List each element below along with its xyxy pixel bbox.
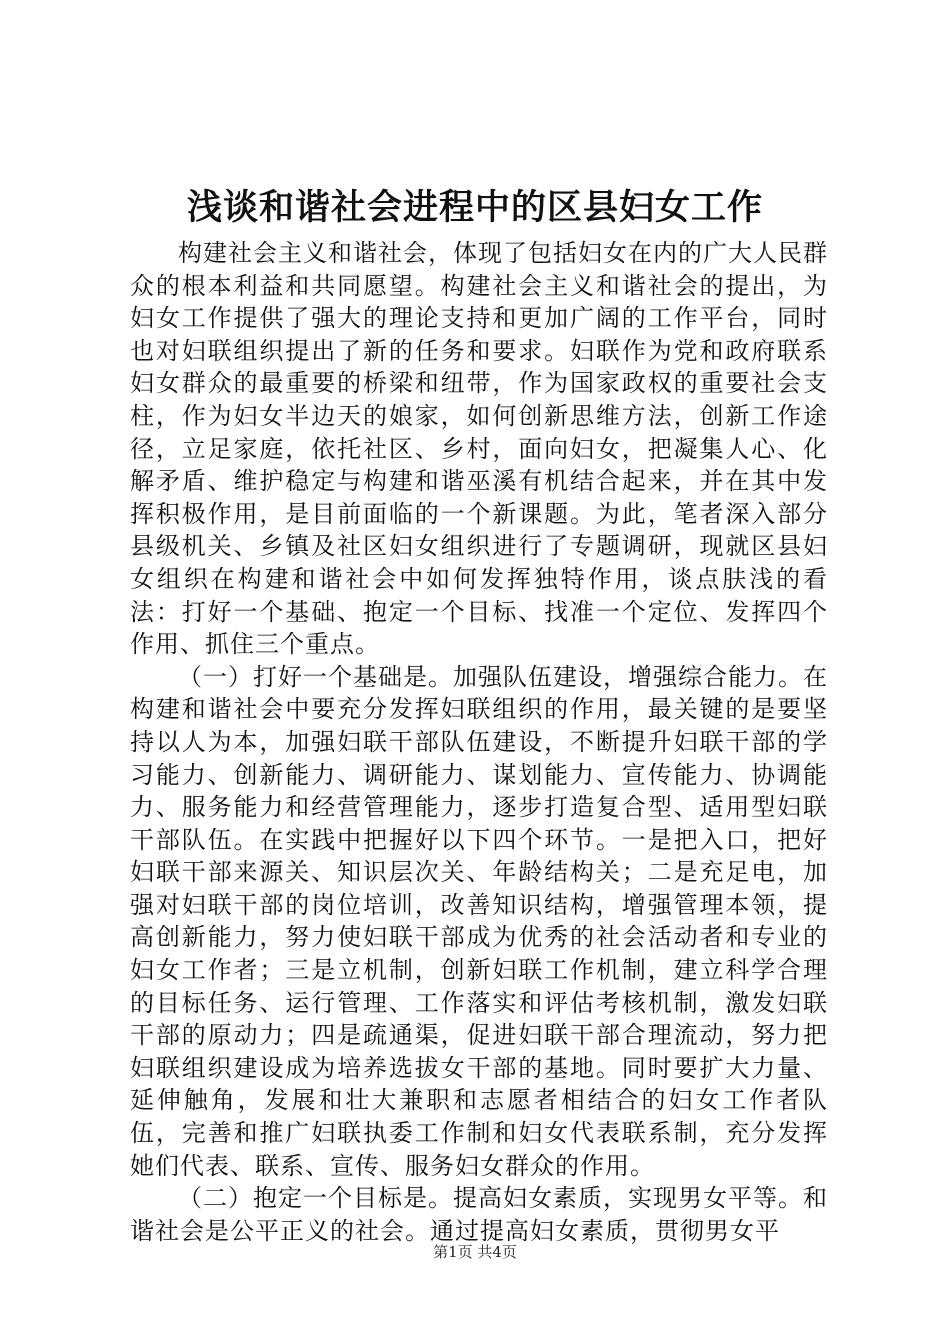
paragraph-intro: 构建社会主义和谐社会，体现了包括妇女在内的广大人民群众的根本利益和共同愿望。构建社会主义和谐社会的提出，为妇女工作提供了强大的理论支持和更加广阔的工作平台，同时也对妇联组织提出了新的任务和要求。妇联作为党和政府联系妇女群众的最重要的桥梁和纽带，作为国家政权的重要社会支柱，作为妇女半边天的娘家，如何创新思维方法，创新工作途径，立足家庭，依托社区、乡村，面向妇女，把凝集人心、化解矛盾、维护稳定与构建和谐巫溪有机结合起来，并在其中发挥积极作用，是目前面临的一个新课题。为此，笔者深入部分县级机关、乡镇及社区妇女组织进行了专题调研，现就区县妇女组织在构建和谐社会中如何发挥独特作用，谈点肤浅的看法：打好一个基础、抱定一个目标、找准一个定位、发挥四个作用、抓住三个重点。 — [130, 239, 828, 659]
paragraph-section-1: （一）打好一个基础是。加强队伍建设，增强综合能力。在构建和谐社会中要充分发挥妇联组织的作用，最关键的是要坚持以人为本，加强妇联干部队伍建设，不断提升妇联干部的学习能力、创新能力、调研能力、谋划能力、宣传能力、协调能力、服务能力和经营管理能力，逐步打造复合型、适用型妇联干部队伍。在实践中把握好以下四个环节。一是把入口，把好妇联干部来源关、知识层次关、年龄结构关；二是充足电，加强对妇联干部的岗位培训，改善知识结构，增强管理本领，提高创新能力，努力使妇联干部成为优秀的社会活动者和专业的妇女工作者；三是立机制，创新妇联工作机制，建立科学合理的目标任务、运行管理、工作落实和评估考核机制，激发妇联干部的原动力；四是疏通渠，促进妇联干部合理流动，努力把妇联组织建设成为培养选拔女干部的基地。同时要扩大力量、延伸触角，发展和壮大兼职和志愿者相结合的妇女工作者队伍，完善和推广妇联执委工作制和妇女代表联系制，充分发挥她们代表、联系、宣传、服务妇女群众的作用。 — [130, 662, 828, 1180]
page-title: 浅谈和谐社会进程中的区县妇女工作 — [186, 187, 763, 228]
page-number-footer: 第1页 共4页 — [433, 1243, 517, 1261]
paragraph-section-2: （二）抱定一个目标是。提高妇女素质，实现男女平等。和谐社会是公平正义的社会。通过提高妇女素质，贯彻男女平 — [130, 1184, 828, 1245]
document-body — [130, 237, 828, 1247]
